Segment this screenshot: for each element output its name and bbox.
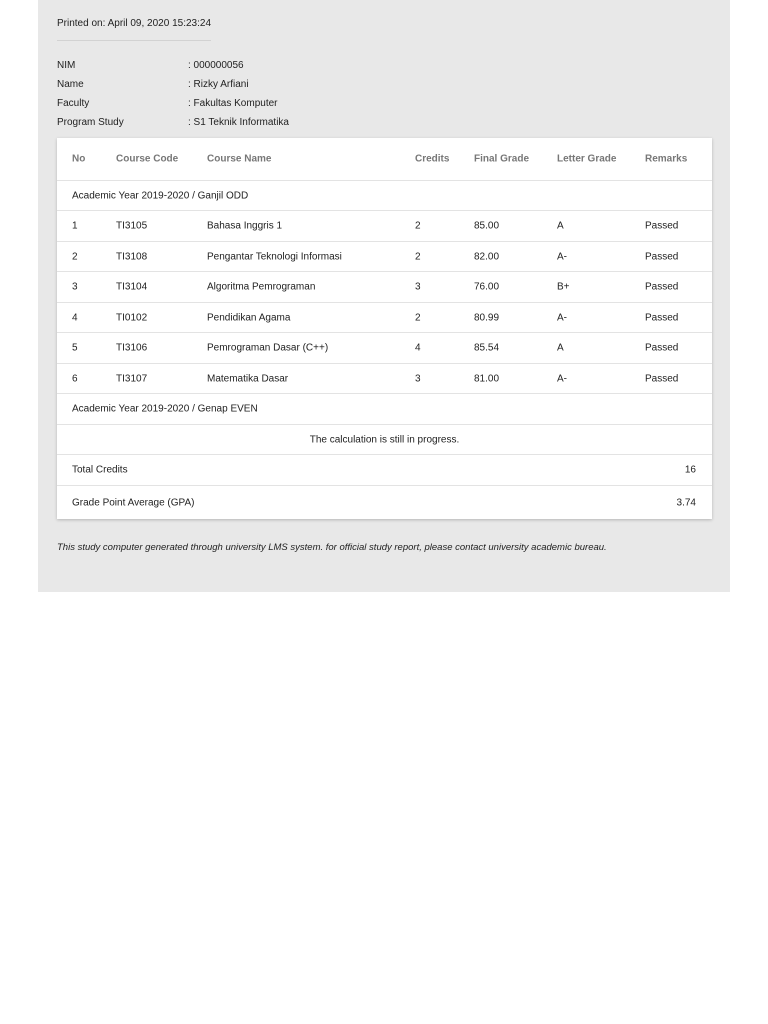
info-label: Program Study bbox=[57, 117, 124, 128]
student-info bbox=[57, 56, 289, 132]
header-final-grade: Final Grade bbox=[474, 153, 530, 165]
info-value: : Fakultas Komputer bbox=[188, 98, 278, 109]
header-letter-grade: Letter Grade bbox=[557, 153, 617, 165]
info-label: Name bbox=[57, 79, 84, 90]
grades-table bbox=[57, 138, 712, 519]
cell-course-code: TI3104 bbox=[116, 281, 148, 293]
header-credits: Credits bbox=[415, 153, 450, 165]
section-title: Academic Year 2019-2020 / Ganjil ODD bbox=[72, 190, 249, 201]
cell-credits: 2 bbox=[415, 312, 421, 323]
total-credits-row bbox=[57, 455, 712, 486]
cell-credits: 2 bbox=[415, 220, 421, 232]
cell-final-grade: 76.00 bbox=[474, 281, 500, 293]
table-row bbox=[57, 211, 712, 242]
divider bbox=[57, 40, 211, 41]
header-no: No bbox=[72, 153, 86, 165]
cell-remarks: Passed bbox=[645, 220, 679, 232]
cell-letter-grade: B+ bbox=[557, 281, 570, 293]
info-value: : Rizky Arfiani bbox=[188, 79, 249, 90]
gpa-row bbox=[57, 486, 712, 519]
cell-credits: 4 bbox=[415, 342, 421, 354]
table-row bbox=[57, 364, 712, 394]
cell-final-grade: 85.54 bbox=[474, 342, 500, 354]
in-progress-row bbox=[57, 425, 712, 455]
table-row bbox=[57, 333, 712, 364]
cell-credits: 2 bbox=[415, 251, 421, 262]
info-label: Faculty bbox=[57, 98, 90, 109]
info-label: NIM bbox=[57, 60, 76, 71]
info-value: : S1 Teknik Informatika bbox=[188, 117, 289, 128]
cell-course-code: TI0102 bbox=[116, 312, 148, 323]
cell-remarks: Passed bbox=[645, 251, 679, 262]
section-odd-row bbox=[57, 181, 712, 211]
cell-no: 1 bbox=[72, 220, 78, 232]
cell-final-grade: 80.99 bbox=[474, 312, 500, 323]
cell-no: 5 bbox=[72, 342, 78, 354]
header-remarks: Remarks bbox=[645, 153, 688, 165]
cell-remarks: Passed bbox=[645, 342, 679, 354]
cell-credits: 3 bbox=[415, 373, 421, 384]
cell-final-grade: 85.00 bbox=[474, 220, 500, 232]
gpa-value: 3.74 bbox=[676, 497, 696, 508]
section-title: Academic Year 2019-2020 / Genap EVEN bbox=[72, 403, 258, 415]
cell-no: 4 bbox=[72, 312, 78, 323]
section-even-row bbox=[57, 394, 712, 425]
cell-course-name: Bahasa Inggris 1 bbox=[207, 220, 283, 232]
cell-final-grade: 81.00 bbox=[474, 373, 500, 384]
info-value: : 000000056 bbox=[188, 60, 244, 71]
gpa-label: Grade Point Average (GPA) bbox=[72, 497, 195, 508]
info-row-name bbox=[57, 75, 289, 94]
cell-course-code: TI3105 bbox=[116, 220, 148, 232]
cell-course-code: TI3107 bbox=[116, 373, 148, 384]
cell-final-grade: 82.00 bbox=[474, 251, 500, 262]
printed-date: Printed on: April 09, 2020 15:23:24 bbox=[57, 18, 212, 29]
total-credits-value: 16 bbox=[684, 464, 696, 476]
table-row bbox=[57, 303, 712, 333]
in-progress-message: The calculation is still in progress. bbox=[309, 434, 460, 445]
cell-no: 6 bbox=[72, 373, 78, 384]
header-course-code: Course Code bbox=[116, 153, 179, 165]
cell-remarks: Passed bbox=[645, 373, 679, 384]
transcript-sheet bbox=[38, 0, 730, 592]
cell-course-code: TI3106 bbox=[116, 342, 148, 354]
cell-course-code: TI3108 bbox=[116, 251, 148, 262]
cell-remarks: Passed bbox=[645, 312, 679, 323]
cell-course-name: Pemrograman Dasar (C++) bbox=[207, 342, 329, 354]
cell-letter-grade: A bbox=[557, 342, 564, 354]
disclaimer-note: This study computer generated through university LMS system. for official study report, please contact university academic bureau. bbox=[57, 542, 607, 553]
info-row-faculty bbox=[57, 94, 289, 113]
total-credits-label: Total Credits bbox=[72, 464, 128, 476]
header-course-name: Course Name bbox=[207, 153, 272, 165]
cell-course-name: Pengantar Teknologi Informasi bbox=[207, 251, 342, 262]
cell-credits: 3 bbox=[415, 281, 421, 293]
cell-letter-grade: A- bbox=[557, 251, 567, 262]
cell-no: 3 bbox=[72, 281, 78, 293]
cell-letter-grade: A- bbox=[557, 312, 567, 323]
table-header bbox=[57, 138, 712, 181]
info-row-program bbox=[57, 113, 289, 132]
cell-course-name: Algoritma Pemrograman bbox=[207, 281, 316, 293]
cell-no: 2 bbox=[72, 251, 78, 262]
cell-letter-grade: A- bbox=[557, 373, 567, 384]
table-row bbox=[57, 272, 712, 303]
cell-course-name: Matematika Dasar bbox=[207, 373, 289, 384]
cell-remarks: Passed bbox=[645, 281, 679, 293]
info-row-nim bbox=[57, 56, 289, 75]
cell-letter-grade: A bbox=[557, 220, 564, 232]
table-row bbox=[57, 242, 712, 272]
cell-course-name: Pendidikan Agama bbox=[207, 312, 291, 323]
